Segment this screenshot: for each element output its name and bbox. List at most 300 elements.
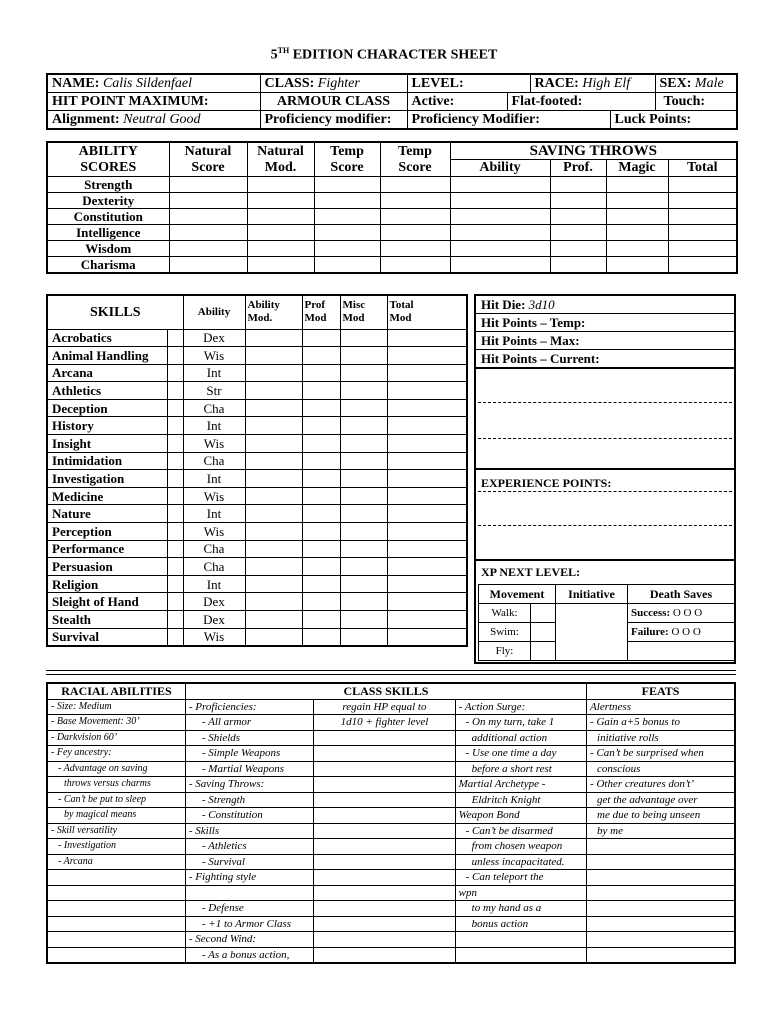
skill-mod-cell[interactable]	[245, 611, 302, 629]
total-mod-header: Total Mod	[387, 295, 467, 329]
ability-cell[interactable]	[380, 257, 450, 274]
skill-ability: Str	[183, 382, 245, 400]
ability-mod-header: Ability Mod.	[245, 295, 302, 329]
fly-value[interactable]	[531, 642, 556, 661]
death-blank	[628, 642, 735, 661]
ability-cell[interactable]	[169, 257, 247, 274]
skill-mod-cell[interactable]	[387, 628, 467, 646]
class-skill-cell[interactable]: - Can’t be disarmed	[455, 823, 586, 839]
alignment-field[interactable]: Alignment: Neutral Good	[47, 111, 260, 130]
feat-cell[interactable]: Alertness	[587, 699, 735, 715]
skill-name: History	[47, 417, 167, 435]
ability-cell[interactable]	[380, 193, 450, 209]
ability-cell[interactable]	[606, 225, 668, 241]
hp-current-field[interactable]: Hit Points – Current:	[476, 350, 734, 369]
ability-cell[interactable]	[550, 225, 606, 241]
skill-proficient-box[interactable]	[167, 399, 183, 417]
feat-cell[interactable]: - Gain a+5 bonus to	[587, 715, 735, 731]
swim-value[interactable]	[531, 623, 556, 642]
feat-cell[interactable]: - Can’t be surprised when	[587, 746, 735, 762]
skill-mod-cell[interactable]	[302, 435, 340, 453]
ability-cell[interactable]	[550, 241, 606, 257]
class-skill-cell[interactable]	[314, 808, 455, 824]
ac-touch-field[interactable]: Touch:	[655, 93, 737, 111]
skill-mod-cell[interactable]	[340, 417, 387, 435]
bottom-row	[47, 699, 735, 715]
feat-cell[interactable]	[587, 885, 735, 901]
class-skill-cell[interactable]: - Athletics	[185, 839, 313, 855]
bottom-row	[47, 947, 735, 963]
racial-ability-cell[interactable]: - Base Movement: 30’	[47, 715, 185, 731]
skill-ability: Int	[183, 505, 245, 523]
skill-mod-cell[interactable]	[387, 593, 467, 611]
bottom-row	[47, 792, 735, 808]
ability-cell[interactable]	[606, 241, 668, 257]
racial-ability-cell[interactable]	[47, 947, 185, 963]
skills-table	[46, 294, 468, 647]
skill-proficient-box[interactable]	[167, 347, 183, 365]
ability-cell[interactable]	[314, 241, 380, 257]
skill-mod-cell[interactable]	[302, 575, 340, 593]
ability-row	[47, 241, 737, 257]
skill-proficient-box[interactable]	[167, 611, 183, 629]
class-skill-cell[interactable]: - On my turn, take 1	[455, 715, 586, 731]
skill-mod-cell[interactable]	[302, 382, 340, 400]
ability-cell[interactable]	[169, 209, 247, 225]
feat-cell[interactable]	[587, 916, 735, 932]
class-skill-cell[interactable]: - Use one time a day	[455, 746, 586, 762]
feat-cell[interactable]: by me	[587, 823, 735, 839]
ability-cell[interactable]	[550, 193, 606, 209]
skill-mod-cell[interactable]	[245, 364, 302, 382]
skill-mod-cell[interactable]	[387, 452, 467, 470]
class-skill-cell[interactable]: - Defense	[185, 901, 313, 917]
skill-mod-cell[interactable]	[245, 347, 302, 365]
skill-name: Arcana	[47, 364, 167, 382]
skill-row	[47, 540, 467, 558]
ability-cell[interactable]	[247, 209, 314, 225]
prof-modifier2-field[interactable]: Proficiency Modifier:	[407, 111, 610, 130]
skill-mod-cell[interactable]	[387, 382, 467, 400]
feat-cell[interactable]: get the advantage over	[587, 792, 735, 808]
ability-cell[interactable]	[314, 225, 380, 241]
ability-cell[interactable]	[668, 241, 737, 257]
skill-name: Survival	[47, 628, 167, 646]
class-skill-cell[interactable]: Eldritch Knight	[455, 792, 586, 808]
skill-mod-cell[interactable]	[387, 364, 467, 382]
skill-ability: Wis	[183, 523, 245, 541]
skill-mod-cell[interactable]	[340, 628, 387, 646]
class-skill-cell[interactable]	[314, 746, 455, 762]
ability-row	[47, 193, 737, 209]
class-skill-cell[interactable]	[314, 885, 455, 901]
class-skill-cell[interactable]: - +1 to Armor Class	[185, 916, 313, 932]
ability-cell[interactable]	[606, 193, 668, 209]
hp-max-field[interactable]: HIT POINT MAXIMUM:	[47, 93, 260, 111]
skill-mod-cell[interactable]	[245, 399, 302, 417]
natural-score-header: Natural Score	[169, 142, 247, 177]
class-skill-cell[interactable]: - Second Wind:	[185, 932, 313, 948]
class-skill-cell[interactable]	[314, 761, 455, 777]
skills-header: SKILLS	[47, 295, 183, 329]
class-skill-cell[interactable]: wpn	[455, 885, 586, 901]
skill-ability: Dex	[183, 593, 245, 611]
skill-row	[47, 399, 467, 417]
bottom-row	[47, 870, 735, 886]
skill-row	[47, 558, 467, 576]
class-skill-cell[interactable]: - Action Surge:	[455, 699, 586, 715]
ability-cell[interactable]	[450, 225, 550, 241]
ability-row	[47, 177, 737, 193]
class-skill-cell[interactable]	[314, 932, 455, 948]
hp-temp-field[interactable]: Hit Points – Temp:	[476, 314, 734, 332]
sex-field[interactable]: SEX: Male	[655, 74, 737, 93]
skill-mod-cell[interactable]	[387, 329, 467, 347]
class-skill-cell[interactable]: - Can teleport the	[455, 870, 586, 886]
skill-mod-cell[interactable]	[302, 417, 340, 435]
skill-ability: Dex	[183, 611, 245, 629]
class-field[interactable]: CLASS: Fighter	[260, 74, 407, 93]
ability-cell[interactable]	[247, 193, 314, 209]
level-field[interactable]: LEVEL:	[407, 74, 530, 93]
ability-name: Intelligence	[47, 225, 169, 241]
racial-ability-cell[interactable]: - Investigation	[47, 839, 185, 855]
skill-mod-cell[interactable]	[302, 347, 340, 365]
skill-row	[47, 593, 467, 611]
feats-header: FEATS	[587, 683, 735, 699]
skill-mod-cell[interactable]	[245, 593, 302, 611]
fly-label: Fly:	[479, 642, 531, 661]
skill-row	[47, 505, 467, 523]
ac-flat-field[interactable]: Flat-footed:	[507, 93, 655, 111]
racial-ability-cell[interactable]	[47, 901, 185, 917]
skill-mod-cell[interactable]	[302, 523, 340, 541]
skill-mod-cell[interactable]	[302, 470, 340, 488]
ability-cell[interactable]	[450, 193, 550, 209]
skill-mod-cell[interactable]	[387, 417, 467, 435]
ability-cell[interactable]	[450, 209, 550, 225]
death-saves-header: Death Saves	[628, 585, 735, 604]
ability-cell[interactable]	[606, 177, 668, 193]
ability-cell[interactable]	[450, 241, 550, 257]
skill-mod-cell[interactable]	[340, 382, 387, 400]
skill-mod-cell[interactable]	[340, 558, 387, 576]
skill-mod-cell[interactable]	[245, 470, 302, 488]
ability-cell[interactable]	[550, 209, 606, 225]
walk-value[interactable]	[531, 604, 556, 623]
skill-mod-cell[interactable]	[387, 399, 467, 417]
racial-ability-cell[interactable]: by magical means	[47, 808, 185, 824]
class-skill-cell[interactable]: additional action	[455, 730, 586, 746]
ability-cell[interactable]	[380, 225, 450, 241]
st-total-header: Total	[668, 160, 737, 177]
race-field[interactable]: RACE: High Elf	[530, 74, 655, 93]
feat-cell[interactable]: initiative rolls	[587, 730, 735, 746]
skill-ability: Wis	[183, 347, 245, 365]
class-skill-cell[interactable]: - Simple Weapons	[185, 746, 313, 762]
feat-cell[interactable]	[587, 947, 735, 963]
ability-cell[interactable]	[606, 257, 668, 274]
skill-mod-cell[interactable]	[245, 558, 302, 576]
class-skill-cell[interactable]	[314, 916, 455, 932]
skill-mod-cell[interactable]	[387, 487, 467, 505]
class-skill-cell[interactable]: - Skills	[185, 823, 313, 839]
ability-cell[interactable]	[450, 177, 550, 193]
racial-ability-cell[interactable]: - Darkvision 60’	[47, 730, 185, 746]
skill-mod-cell[interactable]	[340, 487, 387, 505]
skill-proficient-box[interactable]	[167, 487, 183, 505]
skill-mod-cell[interactable]	[245, 505, 302, 523]
ability-cell[interactable]	[169, 241, 247, 257]
skill-mod-cell[interactable]	[387, 505, 467, 523]
skill-mod-cell[interactable]	[302, 540, 340, 558]
skill-mod-cell[interactable]	[340, 470, 387, 488]
ability-cell[interactable]	[169, 177, 247, 193]
ability-cell[interactable]	[668, 177, 737, 193]
skill-mod-cell[interactable]	[340, 523, 387, 541]
skill-proficient-box[interactable]	[167, 329, 183, 347]
skill-mod-cell[interactable]	[302, 593, 340, 611]
ability-cell[interactable]	[668, 209, 737, 225]
skill-mod-cell[interactable]	[387, 523, 467, 541]
class-skill-cell[interactable]: - Proficiencies:	[185, 699, 313, 715]
death-success[interactable]: Success: O O O	[628, 604, 735, 623]
racial-ability-cell[interactable]	[47, 870, 185, 886]
hp-max-field-box[interactable]: Hit Points – Max:	[476, 332, 734, 350]
skill-mod-cell[interactable]	[340, 364, 387, 382]
class-skill-cell[interactable]: - Constitution	[185, 808, 313, 824]
class-skill-cell[interactable]: regain HP equal to	[314, 699, 455, 715]
skill-mod-cell[interactable]	[302, 399, 340, 417]
class-skill-cell[interactable]: to my hand as a	[455, 901, 586, 917]
skill-proficient-box[interactable]	[167, 382, 183, 400]
ability-cell[interactable]	[380, 177, 450, 193]
skill-mod-cell[interactable]	[340, 611, 387, 629]
racial-ability-cell[interactable]: - Size: Medium	[47, 699, 185, 715]
luck-points-field[interactable]: Luck Points:	[610, 111, 737, 130]
ability-cell[interactable]	[314, 177, 380, 193]
skill-mod-cell[interactable]	[302, 452, 340, 470]
ability-cell[interactable]	[450, 257, 550, 274]
skill-row	[47, 575, 467, 593]
initiative-value[interactable]	[556, 604, 628, 661]
skill-mod-cell[interactable]	[302, 505, 340, 523]
class-skill-cell[interactable]: - Shields	[185, 730, 313, 746]
skill-mod-cell[interactable]	[340, 329, 387, 347]
ability-cell[interactable]	[314, 209, 380, 225]
ability-cell[interactable]	[314, 257, 380, 274]
racial-ability-cell[interactable]: throws versus charms	[47, 777, 185, 793]
class-skill-cell[interactable]: bonus action	[455, 916, 586, 932]
class-skill-cell[interactable]: - As a bonus action,	[185, 947, 313, 963]
skill-mod-cell[interactable]	[387, 470, 467, 488]
class-skill-cell[interactable]: - Fighting style	[185, 870, 313, 886]
skill-proficient-box[interactable]	[167, 523, 183, 541]
class-skill-cell[interactable]	[314, 870, 455, 886]
skill-mod-cell[interactable]	[245, 329, 302, 347]
prof-modifier-field[interactable]: Proficiency modifier:	[260, 111, 407, 130]
ability-cell[interactable]	[169, 193, 247, 209]
skill-mod-cell[interactable]	[340, 347, 387, 365]
skill-mod-cell[interactable]	[245, 575, 302, 593]
skill-mod-cell[interactable]	[340, 540, 387, 558]
class-skill-cell[interactable]	[314, 839, 455, 855]
feat-cell[interactable]: me due to being unseen	[587, 808, 735, 824]
movement-table	[478, 584, 735, 661]
ability-cell[interactable]	[606, 209, 668, 225]
skill-mod-cell[interactable]	[340, 575, 387, 593]
class-skill-cell[interactable]	[314, 777, 455, 793]
racial-ability-cell[interactable]: - Skill versatility	[47, 823, 185, 839]
class-skill-cell[interactable]: Martial Archetype -	[455, 777, 586, 793]
ability-cell[interactable]	[668, 193, 737, 209]
class-skills-header: CLASS SKILLS	[185, 683, 586, 699]
skill-mod-cell[interactable]	[340, 399, 387, 417]
ability-cell[interactable]	[668, 257, 737, 274]
feat-cell[interactable]	[587, 839, 735, 855]
class-skill-cell[interactable]	[314, 730, 455, 746]
skill-mod-cell[interactable]	[245, 523, 302, 541]
skill-proficient-box[interactable]	[167, 364, 183, 382]
class-skill-cell[interactable]	[185, 885, 313, 901]
ability-cell[interactable]	[380, 209, 450, 225]
skill-mod-cell[interactable]	[245, 487, 302, 505]
death-failure[interactable]: Failure: O O O	[628, 623, 735, 642]
feat-cell[interactable]: - Other creatures don’t’	[587, 777, 735, 793]
natural-mod-header: Natural Mod.	[247, 142, 314, 177]
ability-cell[interactable]	[169, 225, 247, 241]
racial-ability-cell[interactable]	[47, 932, 185, 948]
racial-ability-cell[interactable]: - Advantage on saving	[47, 761, 185, 777]
skill-mod-cell[interactable]	[302, 558, 340, 576]
class-skill-cell[interactable]	[314, 901, 455, 917]
st-magic-header: Magic	[606, 160, 668, 177]
ability-name: Dexterity	[47, 193, 169, 209]
racial-ability-cell[interactable]: - Arcana	[47, 854, 185, 870]
prof-mod-header: Prof Mod	[302, 295, 340, 329]
skill-proficient-box[interactable]	[167, 470, 183, 488]
class-skill-cell[interactable]: 1d10 + fighter level	[314, 715, 455, 731]
skill-mod-cell[interactable]	[245, 540, 302, 558]
bottom-row	[47, 730, 735, 746]
hit-die-field[interactable]: Hit Die: 3d10	[476, 296, 734, 314]
skill-proficient-box[interactable]	[167, 452, 183, 470]
class-skill-cell[interactable]: - Survival	[185, 854, 313, 870]
skill-mod-cell[interactable]	[245, 417, 302, 435]
skill-proficient-box[interactable]	[167, 505, 183, 523]
racial-ability-cell[interactable]: - Can’t be put to sleep	[47, 792, 185, 808]
skill-ability: Cha	[183, 399, 245, 417]
skill-mod-cell[interactable]	[387, 558, 467, 576]
skill-mod-cell[interactable]	[302, 329, 340, 347]
feat-cell[interactable]	[587, 870, 735, 886]
skill-mod-cell[interactable]	[387, 540, 467, 558]
racial-ability-cell[interactable]: - Fey ancestry:	[47, 746, 185, 762]
skill-mod-cell[interactable]	[302, 611, 340, 629]
class-skill-cell[interactable]: - Martial Weapons	[185, 761, 313, 777]
class-skill-cell[interactable]: before a short rest	[455, 761, 586, 777]
ability-cell[interactable]	[380, 241, 450, 257]
skill-ability: Cha	[183, 558, 245, 576]
skill-mod-cell[interactable]	[302, 364, 340, 382]
skill-ability: Dex	[183, 329, 245, 347]
skill-proficient-box[interactable]	[167, 575, 183, 593]
st-ability-header: Ability	[450, 160, 550, 177]
skill-ability: Cha	[183, 540, 245, 558]
class-skill-cell[interactable]: unless incapacitated.	[455, 854, 586, 870]
class-skill-cell[interactable]	[314, 792, 455, 808]
skill-mod-cell[interactable]	[387, 575, 467, 593]
class-skill-cell[interactable]: - Strength	[185, 792, 313, 808]
skill-proficient-box[interactable]	[167, 435, 183, 453]
ability-cell[interactable]	[314, 193, 380, 209]
skill-mod-cell[interactable]	[340, 452, 387, 470]
class-skill-cell[interactable]	[455, 932, 586, 948]
skill-row	[47, 452, 467, 470]
ability-cell[interactable]	[247, 241, 314, 257]
class-skill-cell[interactable]: Weapon Bond	[455, 808, 586, 824]
ability-cell[interactable]	[247, 177, 314, 193]
feat-cell[interactable]	[587, 854, 735, 870]
skill-proficient-box[interactable]	[167, 593, 183, 611]
ability-cell[interactable]	[668, 225, 737, 241]
ability-cell[interactable]	[550, 257, 606, 274]
skill-row	[47, 470, 467, 488]
racial-ability-cell[interactable]	[47, 916, 185, 932]
skill-mod-cell[interactable]	[340, 505, 387, 523]
skill-mod-cell[interactable]	[245, 628, 302, 646]
feat-cell[interactable]	[587, 932, 735, 948]
class-skill-cell[interactable]: - All armor	[185, 715, 313, 731]
ability-name: Charisma	[47, 257, 169, 274]
ability-scores-table	[46, 141, 738, 274]
class-skill-cell[interactable]	[314, 854, 455, 870]
class-skill-cell[interactable]	[455, 947, 586, 963]
class-skill-cell[interactable]: from chosen weapon	[455, 839, 586, 855]
skill-mod-cell[interactable]	[340, 435, 387, 453]
class-skill-cell[interactable]: - Saving Throws:	[185, 777, 313, 793]
skill-ability: Int	[183, 470, 245, 488]
skill-proficient-box[interactable]	[167, 558, 183, 576]
skill-proficient-box[interactable]	[167, 417, 183, 435]
racial-ability-cell[interactable]	[47, 885, 185, 901]
feat-cell[interactable]	[587, 901, 735, 917]
ability-cell[interactable]	[247, 257, 314, 274]
divider	[476, 468, 734, 470]
skill-mod-cell[interactable]	[387, 435, 467, 453]
skill-proficient-box[interactable]	[167, 540, 183, 558]
class-skill-cell[interactable]	[314, 823, 455, 839]
name-field[interactable]: NAME: Calis Sildenfael	[47, 74, 260, 93]
skill-name: Insight	[47, 435, 167, 453]
skill-mod-cell[interactable]	[245, 452, 302, 470]
ability-cell[interactable]	[247, 225, 314, 241]
skill-mod-cell[interactable]	[302, 487, 340, 505]
skill-mod-cell[interactable]	[340, 593, 387, 611]
skill-proficient-box[interactable]	[167, 628, 183, 646]
skill-mod-cell[interactable]	[245, 382, 302, 400]
feat-cell[interactable]: conscious	[587, 761, 735, 777]
skill-mod-cell[interactable]	[245, 435, 302, 453]
bottom-row	[47, 761, 735, 777]
class-skill-cell[interactable]	[314, 947, 455, 963]
ability-cell[interactable]	[550, 177, 606, 193]
ac-active-field[interactable]: Active:	[407, 93, 507, 111]
misc-mod-header: Misc Mod	[340, 295, 387, 329]
skill-mod-cell[interactable]	[387, 347, 467, 365]
skill-mod-cell[interactable]	[302, 628, 340, 646]
skill-mod-cell[interactable]	[387, 611, 467, 629]
